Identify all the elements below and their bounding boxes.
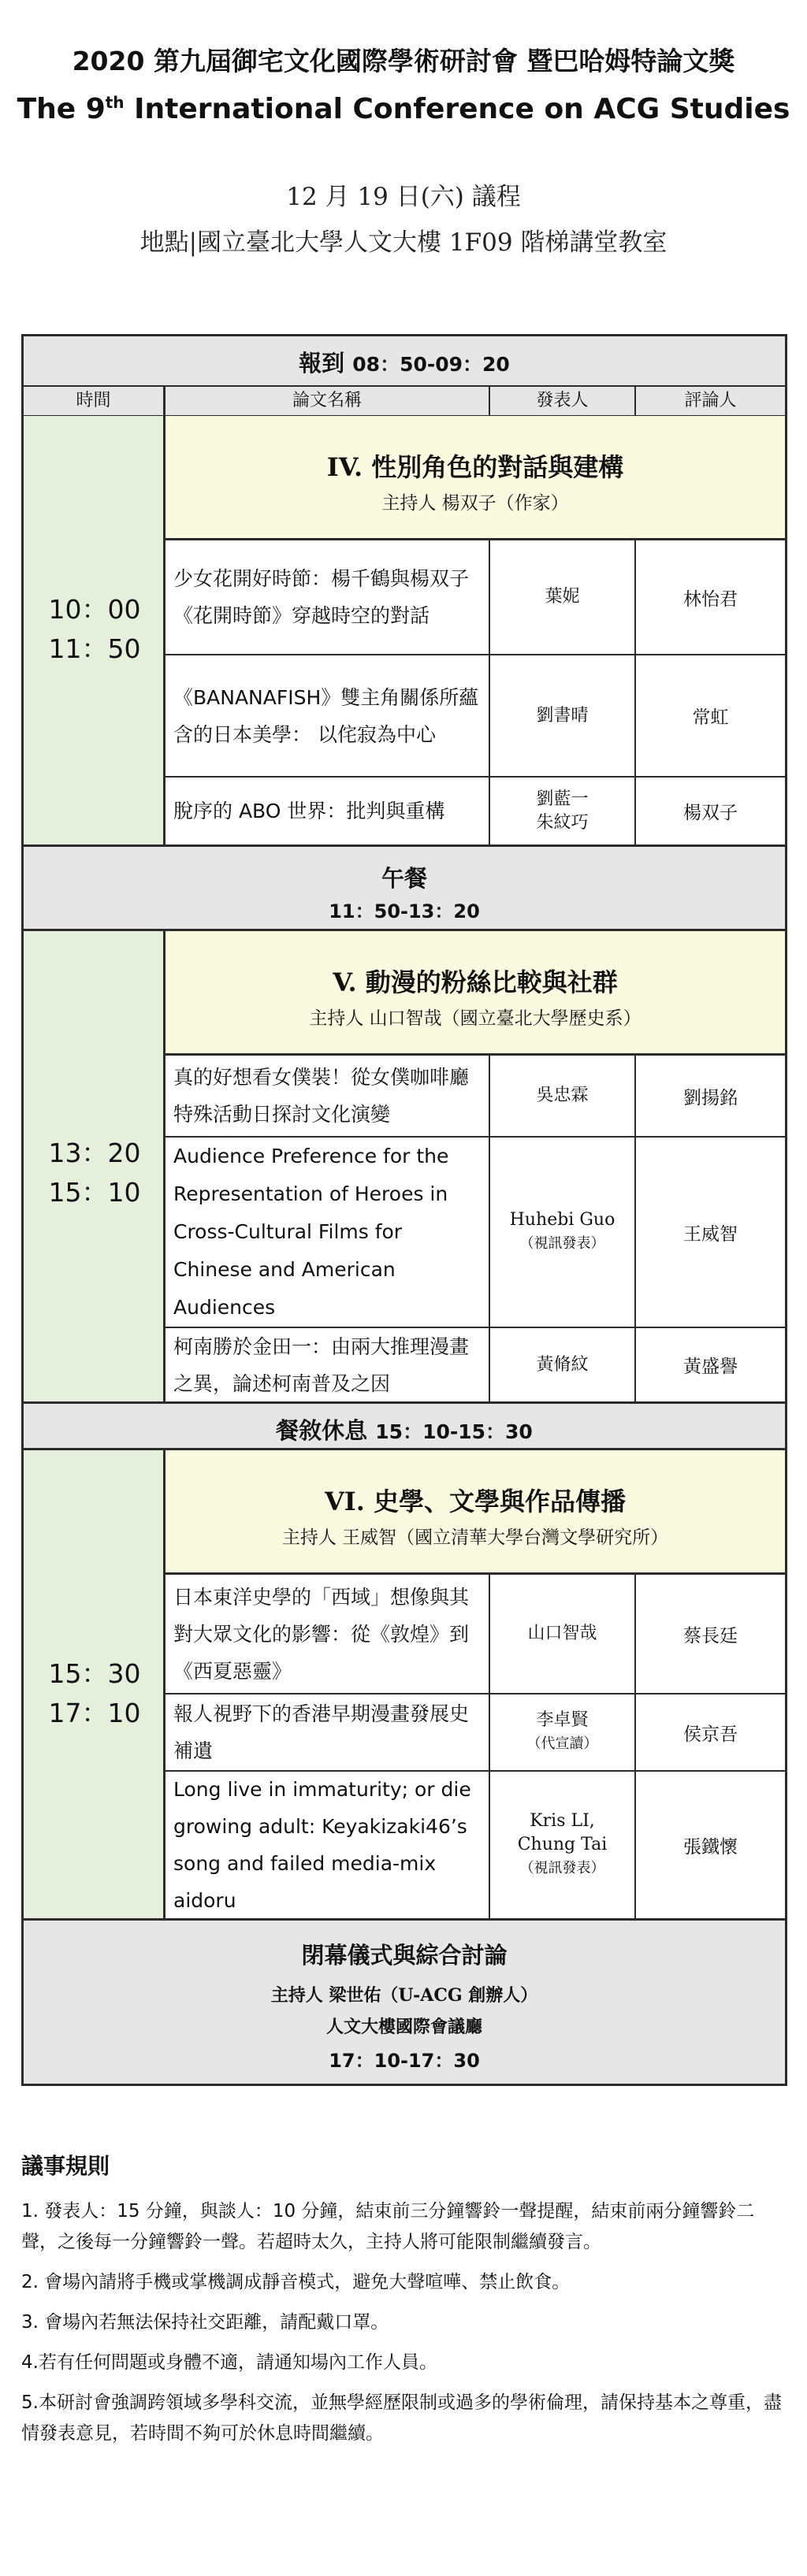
agenda-table	[21, 334, 787, 2086]
presenter-name: 山口智哉	[527, 1624, 597, 1643]
session-iv-host: 主持人 楊双子（作家）	[381, 493, 569, 514]
presenter-name: 黃脩紋	[536, 1354, 589, 1375]
rules-section	[21, 2149, 787, 2459]
presenter-name-2: Chung Tai	[517, 1835, 608, 1854]
table-row	[165, 655, 785, 778]
registration-row	[24, 336, 785, 385]
session-iv-time-cell	[24, 416, 165, 844]
venue-line: 地點|國立臺北大學人文大樓 1F09 階梯講堂教室	[139, 228, 668, 257]
table-row	[165, 1138, 785, 1328]
reviewer-name: 常虹	[692, 707, 729, 728]
presenter-cell	[490, 1694, 636, 1770]
session-vi-title: VI. 史學、文學與作品傳播	[324, 1487, 627, 1516]
paper-title: 脫序的 ABO 世界：批判與重構	[165, 778, 490, 844]
registration-text	[24, 346, 785, 378]
session-iv	[24, 416, 785, 844]
session-vi-header	[165, 1450, 785, 1575]
column-header-reviewer: 評論人	[684, 391, 737, 410]
reviewer-name: 蔡長廷	[683, 1625, 738, 1646]
paper-title: 少女花開好時節：楊千鶴與楊双子《花開時節》穿越時空的對話	[165, 540, 490, 654]
presenter-name: 吳忠霖	[536, 1086, 589, 1105]
session-iv-time-end: 11：50	[48, 633, 141, 664]
session-v-title: V. 動漫的粉絲比較與社群	[333, 967, 618, 997]
rules-heading: 議事規則	[21, 2153, 110, 2179]
table-row	[165, 1056, 785, 1138]
tea-break-time: 15：10-15：30	[375, 1420, 533, 1443]
rule-item: 5.本研討會強調跨領域多學科交流，並無學經歷限制或過多的學術倫理，請保持基本之尊重，盡情發表意見，若時間不夠可於休息時間繼續。	[21, 2392, 782, 2444]
paper-title: Audience Preference for the Representation of Heroes in Cross-Cultural Films for Chinese and American Audiences	[165, 1138, 490, 1327]
reviewer-name: 張鐵懷	[683, 1836, 738, 1858]
registration-label: 報到	[299, 350, 345, 377]
rule-item: 1. 發表人：15 分鐘，與談人：10 分鐘，結束前三分鐘響鈴一聲提醒，結束前兩分鐘響鈴二聲，之後每一分鐘響鈴一聲。若超時太久，主持人將可能限制繼續發言。	[21, 2201, 755, 2252]
title-english-sup: th	[105, 93, 125, 112]
session-v	[24, 931, 785, 1401]
presenter-cell	[490, 778, 636, 844]
reviewer-name: 黃盛譽	[683, 1357, 738, 1377]
title-english-suffix: International Conference on ACG Studies	[124, 93, 790, 125]
closing-row	[24, 1918, 785, 2084]
session-v-time-start: 13：20	[48, 1138, 141, 1168]
presenter-name-2: 朱紋巧	[536, 812, 589, 833]
table-row	[165, 1694, 785, 1772]
presenter-cell	[490, 1138, 636, 1327]
title-english-prefix: The 9	[17, 93, 106, 125]
closing-host: 主持人 梁世佑（U-ACG 創辦人）	[270, 1985, 538, 2006]
table-row	[165, 1772, 785, 1918]
session-v-time-cell	[24, 931, 165, 1401]
presenter-name: Huhebi Guo	[509, 1210, 615, 1230]
presenter-cell	[490, 540, 636, 654]
session-vi-time-end: 17：10	[48, 1698, 141, 1728]
rule-item: 4.若有任何問題或身體不適，請通知場內工作人員。	[21, 2352, 437, 2373]
presenter-cell	[490, 1328, 636, 1401]
presenter-name: 劉書晴	[536, 705, 589, 726]
column-header-time: 時間	[24, 387, 165, 415]
tea-break-label: 餐敘休息	[276, 1417, 368, 1444]
rule-item: 3. 會場內若無法保持社交距離，請配戴口罩。	[21, 2312, 389, 2333]
session-iv-time-start: 10：00	[48, 594, 141, 625]
presenter-cell	[490, 655, 636, 776]
reviewer-name: 林怡君	[683, 588, 738, 610]
lunch-label: 午餐	[381, 865, 427, 892]
session-v-host: 主持人 山口智哉（國立臺北大學歷史系）	[309, 1008, 642, 1029]
closing-label: 閉幕儀式與綜合討論	[301, 1942, 508, 1969]
closing-venue: 人文大樓國際會議廳	[325, 2017, 482, 2037]
title-chinese: 2020 第九屆御宅文化國際學術研討會 暨巴哈姆特論文獎	[72, 46, 735, 76]
table-row	[165, 1575, 785, 1694]
title-english	[0, 93, 807, 125]
tea-break-row	[24, 1401, 785, 1450]
table-row	[165, 1328, 785, 1401]
reviewer-name: 楊双子	[683, 803, 738, 823]
paper-title: 柯南勝於金田一：由兩大推理漫畫之異，論述柯南普及之因	[165, 1328, 490, 1401]
column-header-row	[24, 385, 785, 418]
date-line: 12 月 19 日(六) 議程	[286, 183, 521, 211]
session-iv-title: IV. 性別角色的對話與建構	[326, 452, 624, 482]
lunch-time: 11：50-13：20	[329, 900, 480, 922]
session-vi-host: 主持人 王威智（國立清華大學台灣文學研究所）	[281, 1527, 669, 1548]
session-vi-time-start: 15：30	[48, 1658, 141, 1689]
paper-title: 真的好想看女僕裝！從女僕咖啡廳特殊活動日探討文化演變	[165, 1056, 490, 1136]
paper-title: 《BANANAFISH》雙主角關係所蘊含的日本美學： 以侘寂為中心	[165, 655, 490, 776]
session-vi	[24, 1450, 785, 1918]
tea-break-text	[24, 1413, 785, 1446]
rule-item: 2. 會場內請將手機或掌機調成靜音模式，避免大聲喧嘩、禁止飲食。	[21, 2272, 571, 2292]
column-header-paper: 論文名稱	[165, 387, 490, 415]
session-v-header	[165, 931, 785, 1056]
paper-title: Long live in immaturity; or die growing adult: Keyakizaki46’s song and failed media-mix aidoru	[165, 1772, 490, 1918]
presenter-cell	[490, 1575, 636, 1693]
reviewer-name: 王威智	[683, 1223, 738, 1245]
table-row	[165, 540, 785, 655]
presenter-cell	[490, 1056, 636, 1136]
session-vi-time-cell	[24, 1450, 165, 1918]
presenter-cell	[490, 1772, 636, 1918]
presenter-note: （視訊發表）	[519, 1860, 605, 1876]
registration-time: 08：50-09：20	[352, 353, 510, 376]
paper-title: 日本東洋史學的「西域」想像與其對大眾文化的影響：從《敦煌》到《西夏惡靈》	[165, 1575, 490, 1693]
table-row	[165, 778, 785, 844]
reviewer-name: 侯京吾	[683, 1724, 738, 1745]
closing-time: 17：10-17：30	[329, 2050, 480, 2072]
reviewer-name: 劉揚銘	[683, 1087, 738, 1108]
presenter-name: 李卓賢	[536, 1710, 589, 1730]
presenter-name: Kris LI,	[530, 1811, 595, 1831]
column-header-presenter: 發表人	[490, 387, 636, 415]
session-iv-header	[165, 416, 785, 540]
presenter-note: （代宣讀）	[526, 1735, 598, 1752]
session-v-time-end: 15：10	[48, 1177, 141, 1208]
paper-title: 報人視野下的香港早期漫畫發展史補遺	[165, 1694, 490, 1770]
presenter-note: （視訊發表）	[519, 1235, 605, 1252]
lunch-row	[24, 844, 785, 931]
presenter-name: 葉妮	[545, 587, 580, 607]
presenter-name: 劉藍一	[536, 789, 589, 809]
